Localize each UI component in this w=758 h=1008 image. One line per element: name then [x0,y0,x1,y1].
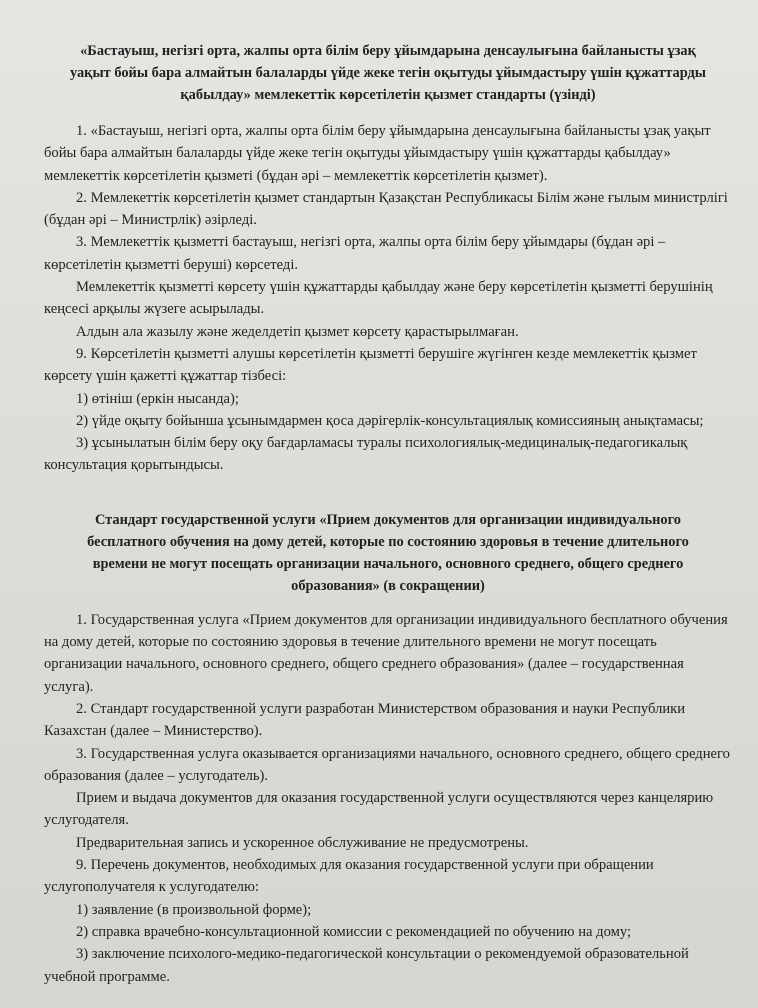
russian-title: Стандарт государственной услуги «Прием документов для организации индивидуального бесплатного обучения на дому детей, которые по состоянию здоровья в течение длительного времени не могут посещать организации начального, основного среднего, общего среднего образования» (в сокращении) [87,511,689,594]
kazakh-title: «Бастауыш, негізгі орта, жалпы орта білім беру ұйымдарына денсаулығына байланысты ұзақ уақыт бойы бара алмайтын балаларды үйде жеке тегін оқытуды ұйымдастыру үшін құжаттарды қабылдау» мемлекеттік көрсетілетін қызмет стандарты (үзінді) [69,43,707,103]
kazakh-list-item-1: 1) өтініш (еркін нысанда); [76,390,239,407]
kazakh-paragraph-5: Алдын ала жазылу және жеделдетіп қызмет көрсету қарастырылмаған. [76,323,519,340]
russian-paragraph-6: 9. Перечень документов, необходимых для оказания государственной услуги при обращении услугополучателя к услугодателю: [44,857,654,896]
russian-paragraph-1: 1. Государственная услуга «Прием документов для организации индивидуального бесплатного обучения на дому детей, которые по состоянию здоровья в течение длительного времени не могут посещать организации начального, основного среднего, общего среднего образования» (далее – государственная услуга). [44,611,728,695]
russian-list-item-3: 3) заключение психолого-медико-педагогической консультации о рекомендуемой образовательной учебной программе. [44,946,689,985]
russian-section [44,509,732,988]
kazakh-paragraph-2: 2. Мемлекеттік көрсетілетін қызмет стандартын Қазақстан Республикасы Білім және ғылым министрлігі (бұдан әрі – Министрлік) әзірледі. [44,189,728,229]
kazakh-section [44,40,732,477]
russian-paragraph-4: Прием и выдача документов для оказания государственной услуги осуществляются через канцелярию услугодателя. [44,790,714,829]
russian-list-item-2: 2) справка врачебно-консультационной комиссии с рекомендацией по обучению на дому; [76,923,632,940]
document-content [44,40,732,988]
kazakh-list-item-3: 3) ұсынылатын білім беру оқу бағдарламасы туралы психологиялық-медициналық-педагогикалық консультация қорытындысы. [44,435,688,474]
kazakh-list-item-2: 2) үйде оқыту бойынша ұсынымдармен қоса дәрігерлік-консультациялық комиссияның анықтамасы; [76,412,704,429]
russian-paragraph-2: 2. Стандарт государственной услуги разработан Министерством образования и науки Республики Казахстан (далее – Министерство). [44,700,686,740]
kazakh-paragraph-6: 9. Көрсетілетін қызметті алушы көрсетілетін қызметті берушіге жүгінген кезде мемлекеттік қызмет көрсету үшін қажетті құжаттар тізбесі: [44,345,697,385]
kazakh-paragraph-3: 3. Мемлекеттік қызметті бастауыш, негізгі орта, жалпы орта білім беру ұйымдары (бұдан әрі – көрсетілетін қызметті беруші) көрсетеді. [44,234,666,273]
russian-paragraph-5: Предварительная запись и ускоренное обслуживание не предусмотрены. [76,834,529,851]
kazakh-paragraph-1: 1. «Бастауыш, негізгі орта, жалпы орта білім беру ұйымдарына денсаулығына байланысты ұзақ уақыт бойы бара алмайтын балаларды үйде жеке тегін оқытуды ұйымдастыру үшін құжаттарды қабылдау» мемлекеттік көрсетілетін қызметі (бұдан әрі – мемлекеттік көрсетілетін қызмет). [44,123,711,184]
kazakh-paragraph-4: Мемлекеттік қызметті көрсету үшін құжаттарды қабылдау және беру көрсетілетін қызметті берушінің кеңсесі арқылы жүзеге асырылады. [44,279,713,318]
russian-list-item-1: 1) заявление (в произвольной форме); [76,901,312,918]
russian-paragraph-3: 3. Государственная услуга оказывается организациями начального, основного среднего, общего среднего образования (далее – услугодатель). [44,745,730,784]
